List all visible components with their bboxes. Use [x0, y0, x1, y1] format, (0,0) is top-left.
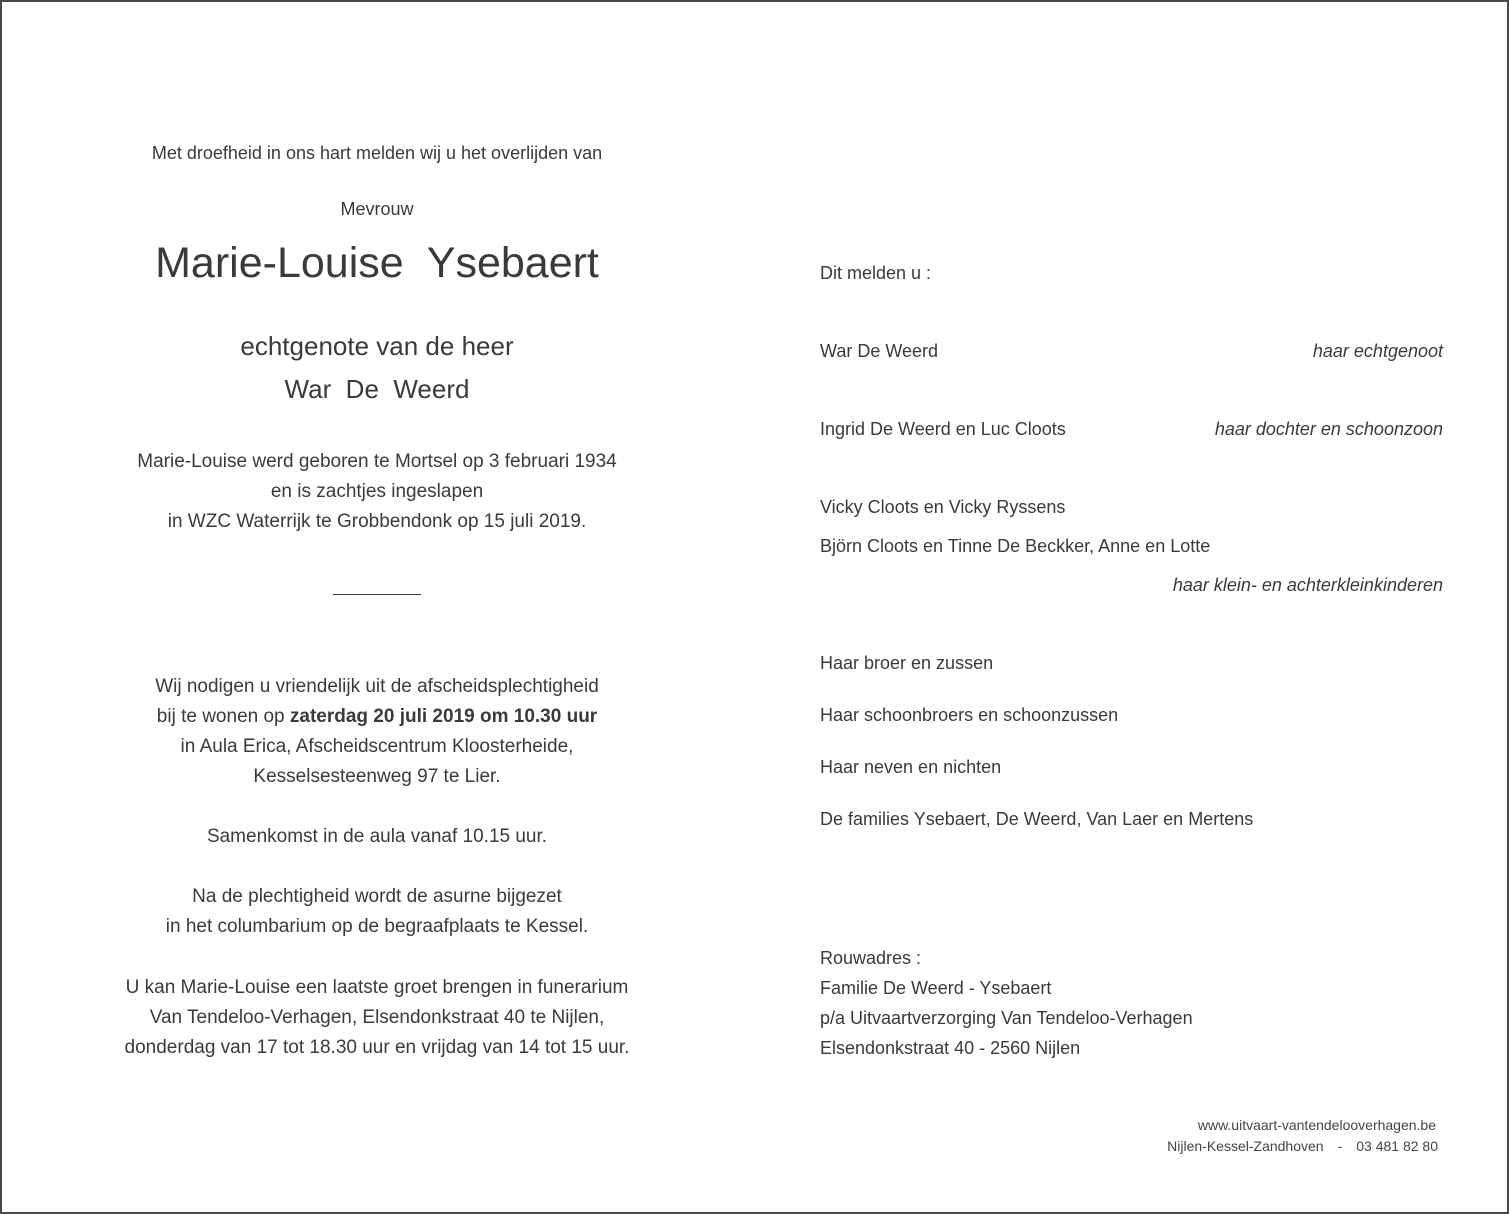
divider-line	[333, 594, 421, 595]
grandchildren-line-2: Björn Cloots en Tinne De Beckker, Anne en Lotte	[820, 536, 1211, 556]
spouse-line-2: War De Weerd	[284, 374, 470, 404]
spouse-relation: haar echtgenoot	[1312, 341, 1443, 361]
family-line-1: Haar broer en zussen	[820, 653, 994, 673]
burial-line-1: Na de plechtigheid wordt de asurne bijgezet	[192, 886, 562, 907]
invite-line-1: Wij nodigen u vriendelijk uit de afscheidsplechtigheid	[155, 676, 599, 697]
ceremony-datetime: zaterdag 20 juli 2019 om 10.30 uur	[289, 706, 598, 727]
family-line-4: De families Ysebaert, De Weerd, Van Laer en Mertens	[820, 809, 1254, 829]
invite-line-4: Kesselsesteenweg 97 te Lier.	[253, 766, 501, 787]
address-line-1: Familie De Weerd - Ysebaert	[820, 978, 1052, 998]
spouse-name: War De Weerd	[820, 341, 939, 361]
invite-line-2	[157, 706, 597, 728]
grandchildren-line-1: Vicky Cloots en Vicky Ryssens	[820, 497, 1066, 517]
honorific: Mevrouw	[340, 199, 414, 219]
funeral-home-phone: 03 481 82 80	[1356, 1138, 1438, 1154]
gathering-text: Samenkomst in de aula vanaf 10.15 uur.	[206, 826, 548, 847]
address-line-2: p/a Uitvaartverzorging Van Tendeloo-Verhagen	[820, 1008, 1193, 1028]
funeral-home-locations: Nijlen-Kessel-Zandhoven	[1167, 1138, 1324, 1154]
daughter-name: Ingrid De Weerd en Luc Cloots	[820, 419, 1066, 439]
announce-heading: Dit melden u :	[820, 263, 932, 283]
burial-line-2: in het columbarium op de begraafplaats te Kessel.	[165, 916, 589, 937]
family-line-3: Haar neven en nichten	[820, 757, 1002, 777]
funeral-home-website: www.uitvaart-vantendelooverhagen.be	[1197, 1117, 1436, 1133]
invite-line-3: in Aula Erica, Afscheidscentrum Kloosterheide,	[180, 736, 574, 757]
funeral-home-contact	[1167, 1138, 1438, 1154]
invite-line-2-prefix: bij te wonen op	[156, 706, 290, 727]
address-line-3: Elsendonkstraat 40 - 2560 Nijlen	[820, 1038, 1081, 1058]
bio-line-1: Marie-Louise werd geboren te Mortsel op 3 februari 1934	[137, 451, 617, 472]
address-heading: Rouwadres :	[820, 948, 922, 968]
visit-line-2: Van Tendeloo-Verhagen, Elsendonkstraat 40 te Nijlen,	[149, 1007, 605, 1028]
family-line-2: Haar schoonbroers en schoonzussen	[820, 705, 1119, 725]
visit-line-1: U kan Marie-Louise een laatste groet brengen in funerarium	[125, 977, 629, 998]
visit-line-3: donderdag van 17 tot 18.30 uur en vrijdag van 14 tot 15 uur.	[124, 1037, 630, 1058]
bio-line-3: in WZC Waterrijk te Grobbendonk op 15 juli 2019.	[167, 511, 587, 532]
footer-separator: -	[1337, 1138, 1343, 1154]
daughter-relation: haar dochter en schoonzoon	[1214, 419, 1443, 439]
intro-text: Met droefheid in ons hart melden wij u het overlijden van	[151, 143, 603, 163]
deceased-name: Marie-Louise Ysebaert	[155, 239, 599, 287]
grandchildren-relation: haar klein- en achterkleinkinderen	[1172, 575, 1443, 595]
spouse-line-1: echtgenote van de heer	[240, 331, 514, 361]
bio-line-2: en is zachtjes ingeslapen	[270, 481, 484, 502]
